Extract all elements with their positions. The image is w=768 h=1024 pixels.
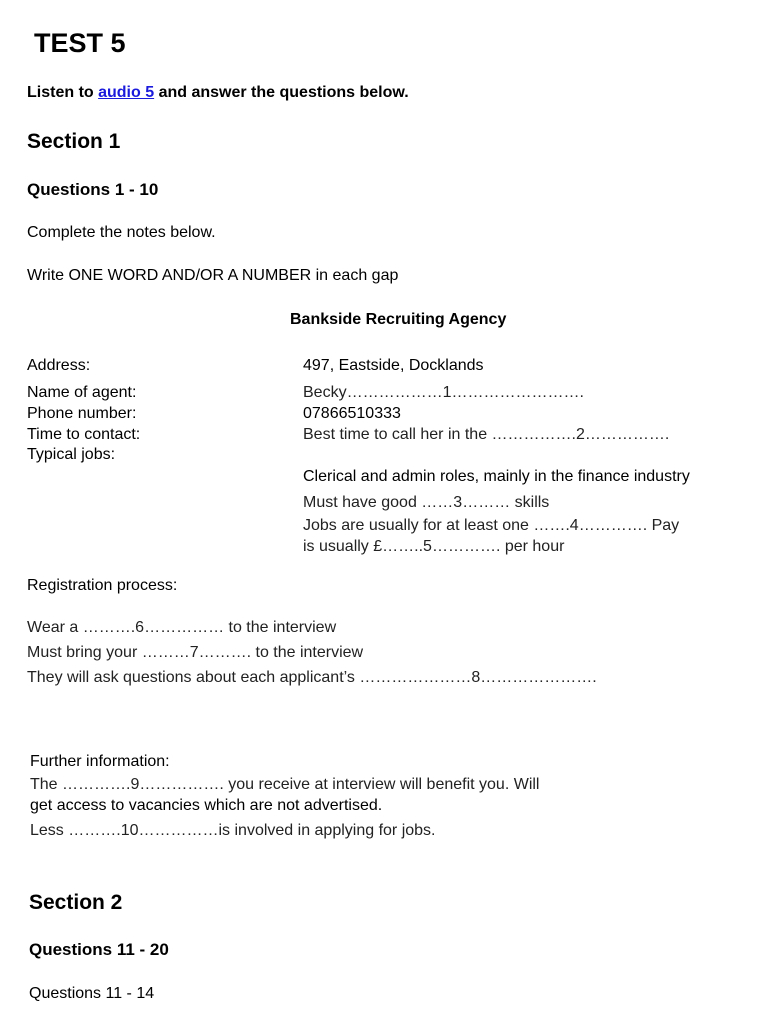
registration-label: Registration process: xyxy=(27,577,178,594)
further-line-2: get access to vacancies which are not advertised. xyxy=(30,797,383,814)
registration-line-3: They will ask questions about each applicant’s …………………8…………………. xyxy=(27,669,597,686)
jobs-line-2: Must have good ……3……… skills xyxy=(303,494,550,511)
further-line-1: The ………….9……………. you receive at interview will benefit you. Will xyxy=(30,776,540,793)
phone-value: 07866510333 xyxy=(303,405,401,422)
audio-link[interactable]: audio 5 xyxy=(98,84,155,101)
registration-line-1: Wear a ……….6…………… to the interview xyxy=(27,619,337,636)
intro-line xyxy=(27,84,409,102)
registration-line-2: Must bring your ………7………. to the interview xyxy=(27,644,364,661)
jobs-label: Typical jobs: xyxy=(27,446,116,463)
instruction-complete-notes: Complete the notes below. xyxy=(27,224,216,241)
address-label: Address: xyxy=(27,357,91,374)
section2-heading: Section 2 xyxy=(29,891,123,914)
time-label: Time to contact: xyxy=(27,426,141,443)
time-value: Best time to call her in the …………….2……………. xyxy=(303,426,670,443)
section1-questions-heading: Questions 1 - 10 xyxy=(27,180,159,199)
agent-value: Becky………………1……………………. xyxy=(303,384,584,401)
intro-text-before: Listen to xyxy=(27,84,99,101)
jobs-line-3: Jobs are usually for at least one …….4…………. Pay xyxy=(303,517,680,534)
jobs-line-4: is usually £……..5…………. per hour xyxy=(303,538,565,555)
jobs-line-1: Clerical and admin roles, mainly in the finance industry xyxy=(303,468,690,485)
address-value: 497, Eastside, Docklands xyxy=(303,357,484,374)
section2-sub-heading: Questions 11 - 14 xyxy=(29,985,155,1002)
phone-label: Phone number: xyxy=(27,405,137,422)
page-title: TEST 5 xyxy=(34,28,126,58)
agent-label: Name of agent: xyxy=(27,384,137,401)
agency-title: Bankside Recruiting Agency xyxy=(290,311,507,328)
section2-questions-heading: Questions 11 - 20 xyxy=(29,940,169,959)
further-label: Further information: xyxy=(30,753,170,770)
instruction-word-limit: Write ONE WORD AND/OR A NUMBER in each gap xyxy=(27,267,399,284)
further-line-3: Less ……….10……………is involved in applying for jobs. xyxy=(30,822,436,839)
intro-text-after: and answer the questions below. xyxy=(154,84,409,101)
section1-heading: Section 1 xyxy=(27,130,121,153)
